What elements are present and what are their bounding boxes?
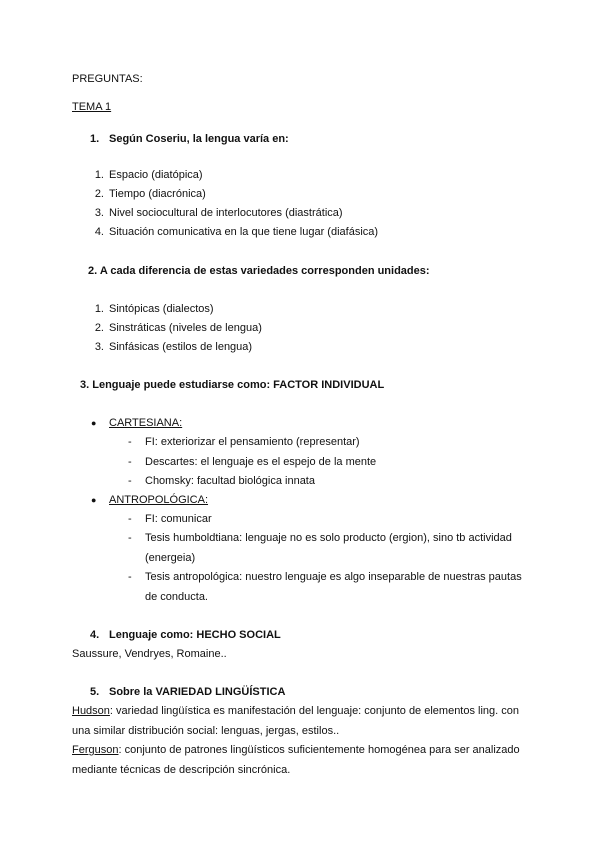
- q1-item-number: 1.: [94, 169, 104, 181]
- question-1-title: Según Coseriu, la lengua varía en:: [109, 133, 289, 145]
- question-5-number: 5.: [90, 686, 100, 698]
- dash-bullet: -: [128, 513, 132, 525]
- hudson-paragraph: [72, 702, 527, 741]
- hudson-text: : variedad lingüística es manifestación del lenguaje: conjunto de elementos ling. con una similar distribución social: lenguas, jergas, estilos..: [72, 705, 520, 737]
- q2-item-number: 2.: [94, 322, 104, 334]
- hudson-author: Hudson: [72, 705, 110, 717]
- question-3-title: 3. Lenguaje puede estudiarse como: FACTOR INDIVIDUAL: [80, 379, 385, 391]
- bullet-icon: ●: [91, 418, 97, 428]
- dash-bullet: -: [128, 436, 132, 448]
- dash-bullet: -: [128, 571, 132, 583]
- q1-item: Espacio (diatópica): [109, 169, 203, 181]
- q1-item: Situación comunicativa en la que tiene lugar (diafásica): [109, 226, 379, 238]
- cartesiana-item: Chomsky: facultad biológica innata: [145, 475, 315, 487]
- antropologica-item: FI: comunicar: [145, 513, 212, 525]
- q2-item: Sinstráticas (niveles de lengua): [109, 322, 262, 334]
- q4-text: Saussure, Vendryes, Romaine..: [72, 648, 227, 660]
- cartesiana-label: CARTESIANA:: [109, 417, 183, 429]
- q1-item-number: 2.: [94, 188, 104, 200]
- dash-bullet: -: [128, 532, 132, 544]
- cartesiana-item: Descartes: el lenguaje es el espejo de la mente: [145, 456, 377, 468]
- q1-item: Nivel sociocultural de interlocutores (diastrática): [109, 207, 343, 219]
- preguntas-heading: PREGUNTAS:: [72, 73, 143, 85]
- q2-item: Sintópicas (dialectos): [109, 303, 214, 315]
- q1-item-number: 3.: [94, 207, 104, 219]
- antropologica-item: Tesis humboldtiana: lenguaje no es solo producto (ergion), sino tb actividad (energeia): [145, 532, 512, 564]
- ferguson-author: Ferguson: [72, 744, 119, 756]
- bullet-icon: ●: [91, 495, 97, 505]
- ferguson-paragraph: [72, 741, 532, 780]
- dash-bullet: -: [128, 456, 132, 468]
- q1-item: Tiempo (diacrónica): [109, 188, 206, 200]
- question-1-number: 1.: [90, 133, 100, 145]
- question-2-title: 2. A cada diferencia de estas variedades corresponden unidades:: [88, 265, 430, 277]
- ferguson-text: : conjunto de patrones lingüísticos suficientemente homogénea para ser analizado mediante técnicas de descripción sincrónica.: [72, 744, 520, 776]
- q1-item-number: 4.: [94, 226, 104, 238]
- cartesiana-item: FI: exteriorizar el pensamiento (representar): [145, 436, 360, 448]
- q2-item: Sinfásicas (estilos de lengua): [109, 341, 253, 353]
- q2-item-number: 1.: [94, 303, 104, 315]
- q2-item-number: 3.: [94, 341, 104, 353]
- antropologica-item: Tesis antropológica: nuestro lenguaje es algo inseparable de nuestras pautas de conducta.: [145, 571, 522, 603]
- question-5-title: Sobre la VARIEDAD LINGÜÍSTICA: [109, 686, 286, 698]
- question-4-title: Lenguaje como: HECHO SOCIAL: [109, 629, 281, 641]
- antropologica-label: ANTROPOLÓGICA:: [109, 494, 209, 506]
- dash-bullet: -: [128, 475, 132, 487]
- question-4-number: 4.: [90, 629, 100, 641]
- tema-heading: TEMA 1: [72, 101, 112, 113]
